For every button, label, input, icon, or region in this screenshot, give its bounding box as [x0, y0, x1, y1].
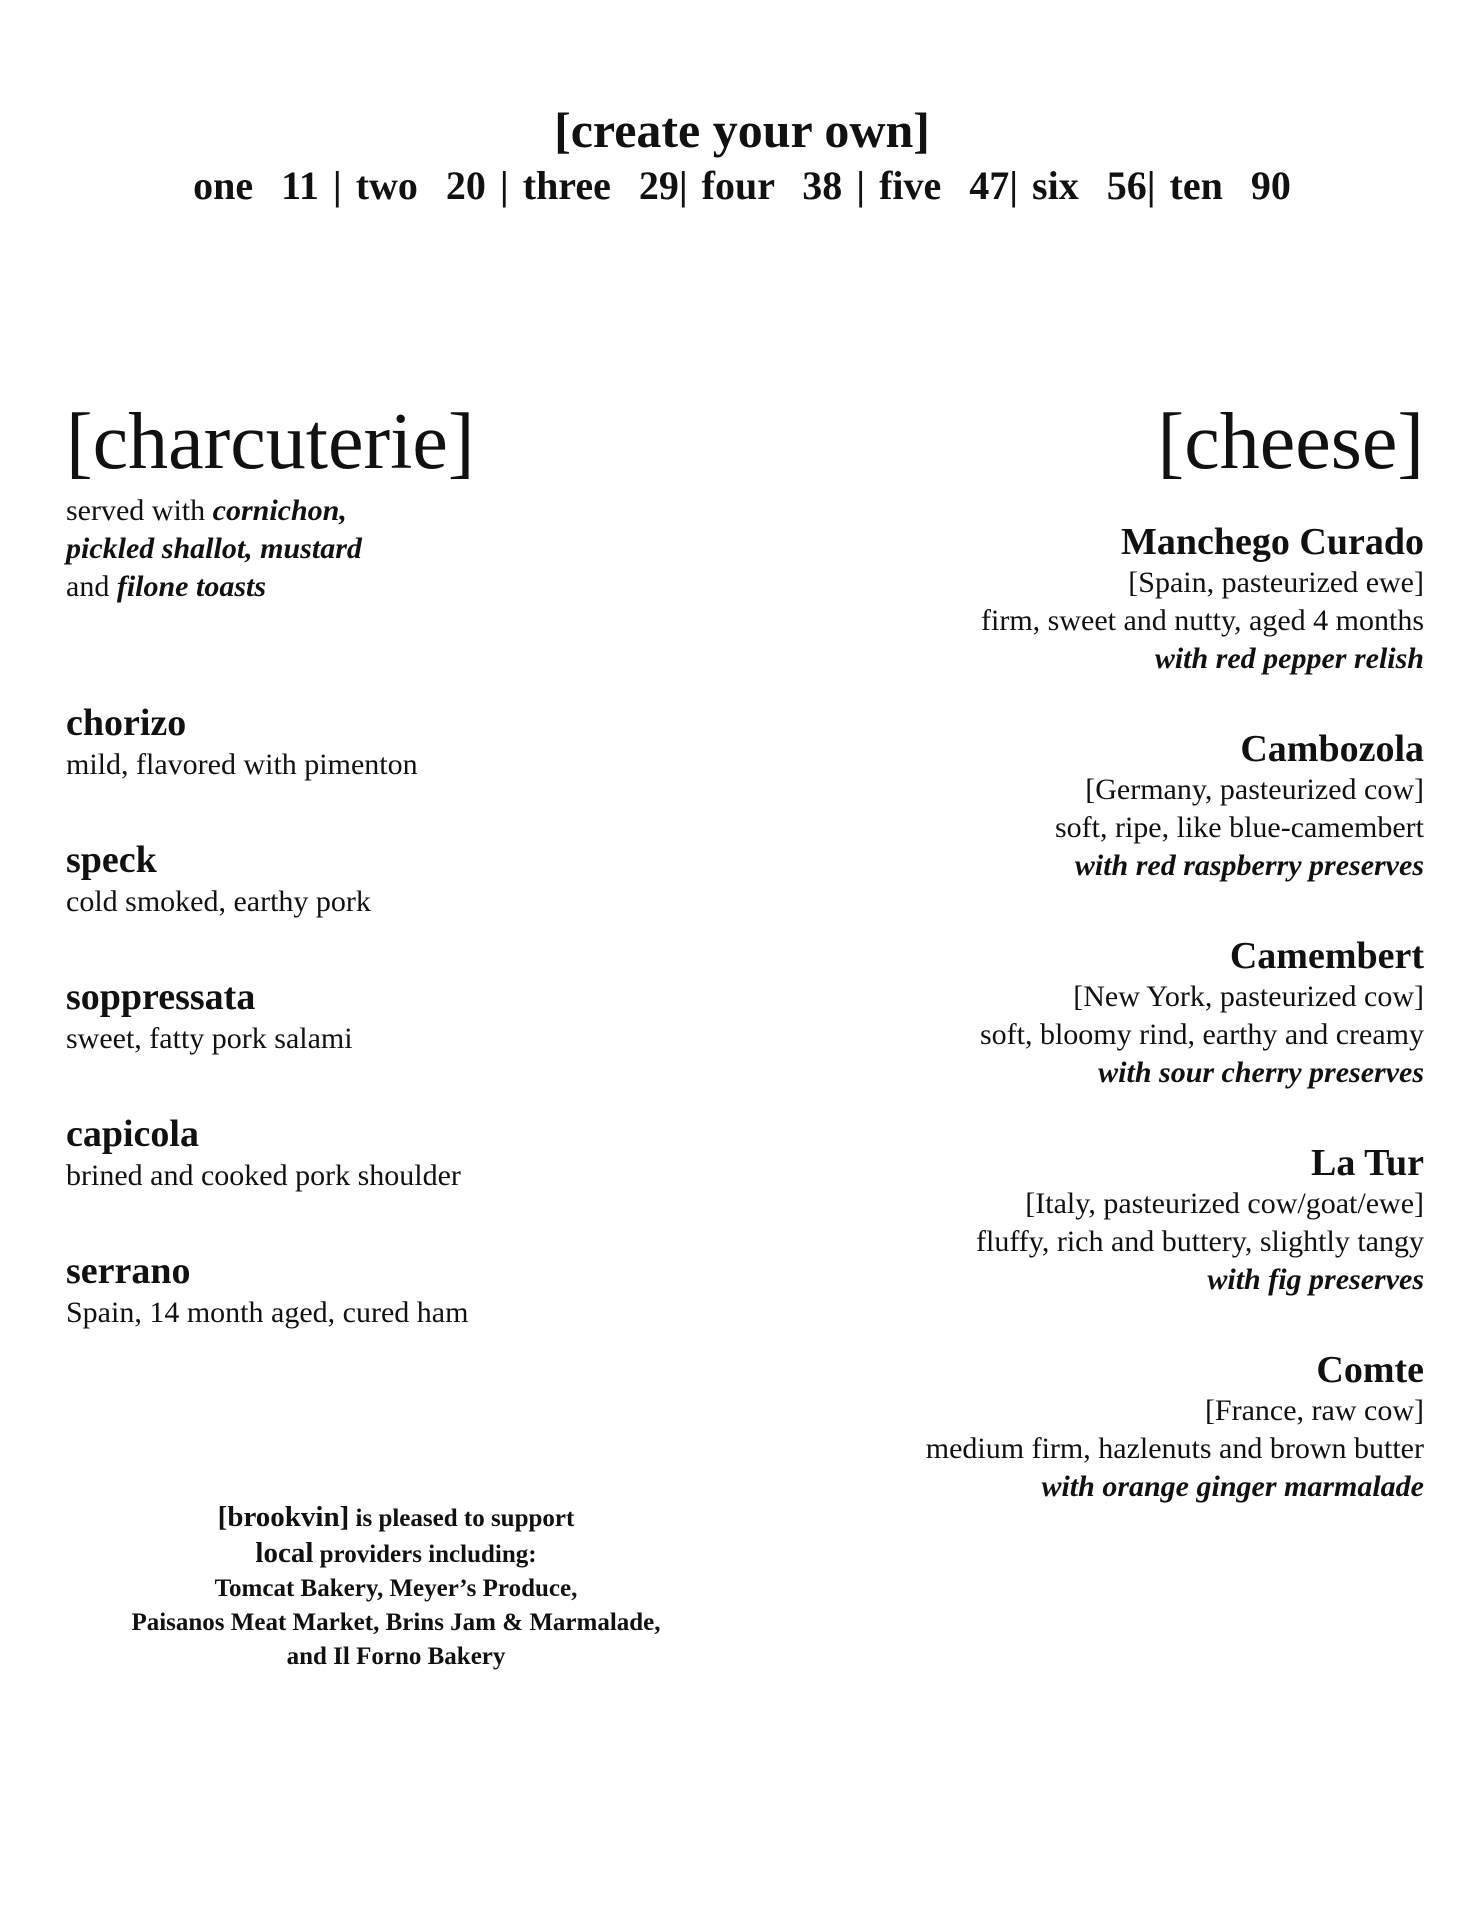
item-description: firm, sweet and nutty, aged 4 months [981, 604, 1424, 637]
cheese-item [780, 1348, 1424, 1555]
intro-accompaniment: pickled shallot, mustard [66, 532, 362, 565]
footer-line-1 [66, 1500, 726, 1536]
item-name: Cambozola [1240, 728, 1424, 770]
item-name: capicola [66, 1113, 199, 1155]
local-providers-note [66, 1500, 726, 1674]
item-origin: [Germany, pasteurized cow] [1085, 773, 1424, 806]
item-description: fluffy, rich and buttery, slightly tangy [976, 1225, 1424, 1258]
footer-local: local [255, 1537, 314, 1569]
footer-text: providers including: [313, 1541, 537, 1568]
cheese-item [780, 520, 1424, 727]
intro-text: and [66, 570, 117, 603]
item-name: Comte [1316, 1349, 1424, 1391]
item-name: Manchego Curado [1121, 521, 1424, 563]
intro-accompaniment: cornichon, [212, 494, 347, 527]
item-name: chorizo [66, 702, 187, 744]
intro-line-2 [66, 530, 706, 568]
item-pairing: with fig preserves [1207, 1263, 1424, 1296]
charcuterie-item [66, 974, 706, 1111]
menu-header [0, 100, 1484, 212]
brand-name: [brookvin] [217, 1501, 350, 1533]
item-origin: [France, raw cow] [1204, 1394, 1424, 1427]
item-origin: [Spain, pasteurized ewe] [1128, 566, 1424, 599]
footer-text: is pleased to support [349, 1505, 575, 1532]
intro-line-3 [66, 568, 706, 606]
charcuterie-item [66, 837, 706, 974]
charcuterie-item [66, 1248, 706, 1385]
item-description: brined and cooked pork shoulder [66, 1159, 461, 1192]
item-description: Spain, 14 month aged, cured ham [66, 1296, 469, 1329]
charcuterie-item [66, 1111, 706, 1248]
cheese-title: [cheese] [1157, 398, 1424, 486]
intro-line-1 [66, 492, 706, 530]
item-description: soft, ripe, like blue-camembert [1054, 811, 1424, 844]
item-pairing: with red pepper relish [1154, 642, 1424, 675]
item-origin: [New York, pasteurized cow] [1073, 980, 1424, 1013]
cheese-list [780, 520, 1424, 1555]
item-name: serrano [66, 1250, 191, 1292]
item-description: sweet, fatty pork salami [66, 1022, 353, 1055]
intro-text: served with [66, 494, 213, 527]
charcuterie-title: [charcuterie] [66, 398, 475, 486]
price-tiers: one 11 | two 20 | three 29| four 38 | five 47| six 56| ten 90 [193, 163, 1291, 208]
item-name: soppressata [66, 976, 256, 1018]
cheese-section [780, 398, 1424, 1555]
footer-line-5: and Il Forno Bakery [286, 1643, 506, 1670]
item-description: cold smoked, earthy pork [66, 885, 371, 918]
footer-line-4: Paisanos Meat Market, Brins Jam & Marmalade, [131, 1609, 661, 1636]
cheese-item [780, 1141, 1424, 1348]
charcuterie-section [66, 398, 706, 1385]
item-name: speck [66, 839, 157, 881]
item-pairing: with red raspberry preserves [1074, 849, 1424, 882]
page-title: [create your own] [554, 102, 930, 158]
item-description: mild, flavored with pimenton [66, 748, 418, 781]
intro-accompaniment: filone toasts [116, 570, 267, 603]
footer-line-3: Tomcat Bakery, Meyer’s Produce, [214, 1575, 578, 1602]
item-description: medium firm, hazlenuts and brown butter [925, 1432, 1424, 1465]
item-description: soft, bloomy rind, earthy and creamy [979, 1018, 1424, 1051]
charcuterie-item [66, 700, 706, 837]
cheese-item [780, 934, 1424, 1141]
charcuterie-list [66, 700, 706, 1385]
item-pairing: with orange ginger marmalade [1041, 1470, 1424, 1503]
item-name: Camembert [1229, 935, 1424, 977]
item-origin: [Italy, pasteurized cow/goat/ewe] [1025, 1187, 1424, 1220]
charcuterie-intro [66, 492, 706, 606]
item-pairing: with sour cherry preserves [1098, 1056, 1424, 1089]
footer-line-2 [66, 1536, 726, 1572]
item-name: La Tur [1310, 1142, 1424, 1184]
cheese-item [780, 727, 1424, 934]
